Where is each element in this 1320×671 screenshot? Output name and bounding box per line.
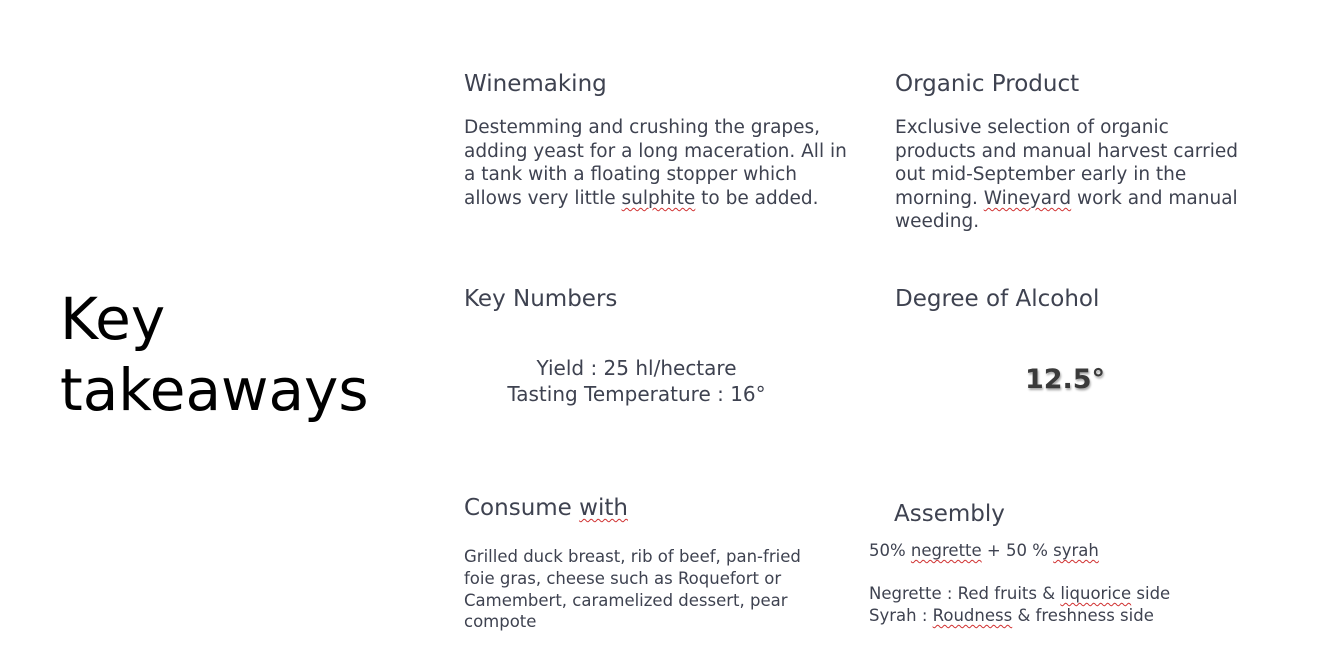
title-line-1: Key <box>60 285 166 353</box>
organic-line: Exclusive selection of organic <box>895 117 1169 138</box>
syrah-text-part: Syrah : <box>869 605 933 625</box>
spelling-flagged-word: negrette <box>910 541 982 560</box>
winemaking-text <box>464 116 864 210</box>
consume-line: foie gras, cheese such as Roquefort or <box>464 568 782 588</box>
blend-text-part: 50% <box>869 541 911 560</box>
negrette-text-part: side <box>1131 584 1171 603</box>
alcohol-value: 12.5° <box>1024 364 1106 395</box>
winemaking-text-part: allows very little <box>464 187 622 209</box>
organic-line: weeding. <box>895 211 980 233</box>
tasting-temperature-value: Tasting Temperature : 16° <box>507 382 766 406</box>
consume-text <box>464 546 844 633</box>
winemaking-text-part: to be added. <box>695 187 819 209</box>
organic-line: products and manual harvest carried <box>895 140 1238 162</box>
negrette-line <box>869 583 1289 605</box>
spelling-flagged-word: Roudness <box>932 605 1013 625</box>
winemaking-heading: Winemaking <box>464 71 607 97</box>
alcohol-heading: Degree of Alcohol <box>895 286 1100 312</box>
key-numbers-values <box>464 355 809 407</box>
organic-line <box>895 187 1295 211</box>
organic-text <box>895 116 1295 234</box>
assembly-notes <box>869 583 1289 627</box>
slide-title <box>60 284 369 426</box>
winemaking-line: a tank with a floating stopper which <box>464 164 797 186</box>
key-numbers-heading: Key Numbers <box>464 286 618 312</box>
organic-line: out mid-September early in the <box>895 164 1187 186</box>
blend-line <box>869 540 1269 562</box>
spelling-flagged-word: syrah <box>1053 541 1099 560</box>
spelling-flagged-word: sulphite <box>621 187 696 209</box>
winemaking-line <box>464 187 864 211</box>
syrah-line <box>869 605 1289 627</box>
assembly-heading: Assembly <box>894 501 1005 527</box>
blend-text-part: + 50 % <box>981 541 1054 560</box>
winemaking-line: Destemming and crushing the grapes, <box>464 117 821 138</box>
title-line-2: takeaways <box>60 356 369 424</box>
assembly-blend <box>869 540 1269 562</box>
consume-heading <box>464 494 628 522</box>
organic-text-part: work and manual <box>1071 187 1238 209</box>
spelling-flagged-word: Wineyard <box>983 187 1072 209</box>
yield-value: Yield : 25 hl/hectare <box>536 356 737 380</box>
consume-line: Camembert, caramelized dessert, pear <box>464 590 788 610</box>
syrah-text-part: & freshness side <box>1012 605 1154 625</box>
spelling-flagged-word: with <box>579 495 628 521</box>
negrette-text-part: Negrette : Red fruits & <box>869 584 1061 603</box>
winemaking-line: adding yeast for a long maceration. All in <box>464 140 847 162</box>
organic-heading: Organic Product <box>895 71 1080 97</box>
consume-line: Grilled duck breast, rib of beef, pan-fried <box>464 547 801 566</box>
consume-line: compote <box>464 612 537 632</box>
organic-text-part: morning. <box>895 187 984 209</box>
spelling-flagged-word: liquorice <box>1060 584 1132 603</box>
consume-heading-part: Consume <box>464 495 580 521</box>
